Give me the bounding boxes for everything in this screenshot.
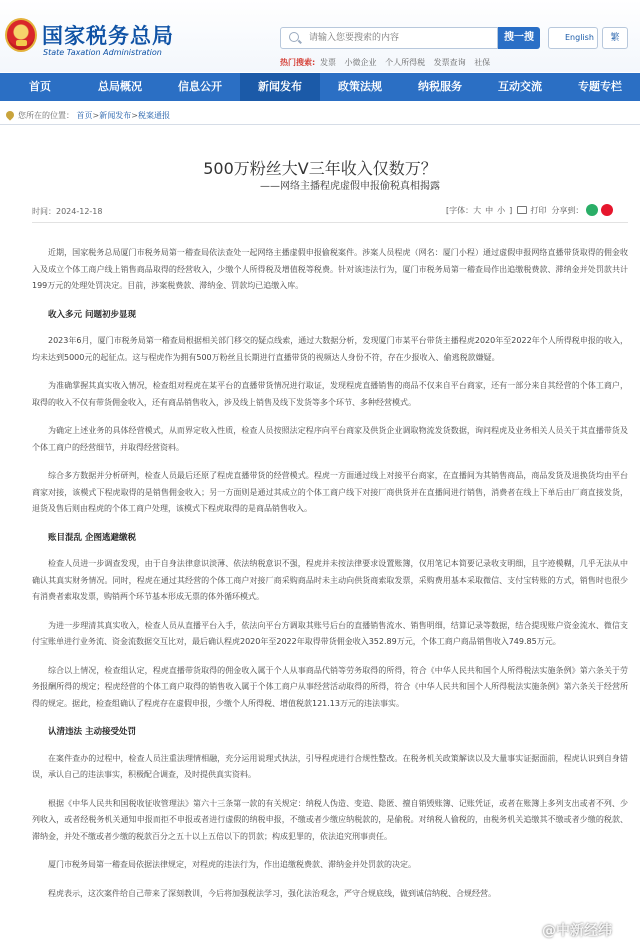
- nav-item-overview[interactable]: 总局概况: [98, 80, 142, 93]
- font-size-small[interactable]: 小: [497, 206, 506, 215]
- nav-item-interaction[interactable]: 互动交流: [498, 80, 542, 93]
- breadcrumb-tax-cases[interactable]: 税案通报: [137, 111, 170, 120]
- nav-item-home[interactable]: 首页: [29, 80, 51, 93]
- paragraph: 根据《中华人民共和国税收征收管理法》第六十三条第一款的有关规定：纳税人伪造、变造、隐匿、擅自销毁账簿、记账凭证，或者在账簿上多列支出或者不列、少列收入，或者经税务机关通知申报而拒不申报或者进行虚假的纳税申报，不缴或者少缴应纳税款的，是偷税。对纳税人偷税的，由税务机关追缴其不缴或者少缴的税款、滞纳金，并处不缴或者少缴的税款百分之五十以上五倍以下的罚款；构成犯罪的，依法追究刑事责任。: [32, 798, 628, 841]
- paragraph: 综合多方数据并分析研判，检查人员最后还原了程虎直播带货的经营模式。程虎一方面通过线上对接平台商家，在直播间为其销售商品，商品发货及退换货均由平台商家对接，该模式下程虎取得的是销售佣金收入；另一方面则是通过其成立的个体工商户线下对接厂商供货并在直播间进行销售，消费者在线上下单后由厂商直接发货，退货及售后则由程虎的个体工商户处理，该模式下程虎取得的是商品销售收入。: [32, 471, 628, 513]
- paragraph: 综合以上情况，检查组认定，程虎直播带货取得的佣金收入属于个人从事商品代销等劳务取得的所得，符合《中华人民共和国个人所得税法实施条例》第六条关于劳务报酬所得的规定；程虎经营的个体工商户取得的销售收入属于个体工商户从事经营活动取得的所得，符合《中华人民共和国个人所得税法实施条例》第六条关于经营所得的规定。据此，检查组确认了程虎存在虚假申报，少缴个人所得税、增值税款121.13万元的违法事实。: [32, 665, 628, 708]
- nav-item-policy[interactable]: 政策法规: [338, 80, 382, 93]
- nav-item-info[interactable]: 信息公开: [178, 80, 222, 93]
- hot-link[interactable]: 发票查询: [433, 58, 466, 67]
- national-emblem-icon: [5, 18, 37, 52]
- article-title: 500万粉丝大V三年收入仅数万？: [203, 159, 437, 178]
- print-icon[interactable]: [517, 206, 527, 214]
- search-button[interactable]: 搜一搜: [498, 27, 540, 49]
- article-subtitle: ——网络主播程虎虚假申报偷税真相揭露: [260, 181, 440, 192]
- search-input[interactable]: [280, 27, 498, 49]
- hot-search-label: 热门搜索:: [280, 58, 316, 67]
- hot-link[interactable]: 小微企业: [344, 58, 377, 67]
- weibo-share-icon[interactable]: [601, 204, 613, 216]
- paragraph: 在案件查办的过程中，检查人员注重法理情相融，充分运用说理式执法，引导程虎进行合规性整改。在税务机关政策解读以及大量事实证据面前，程虎认识到自身错误，承认自己的违法事实，积极配合调查，及时提供真实资料。: [32, 753, 628, 779]
- paragraph: 厦门市税务局第一稽查局依据法律规定，对程虎的违法行为，作出追缴税费款、滞纳金并处罚款的决定。: [48, 860, 416, 869]
- article-tools: [446, 204, 613, 216]
- font-size-label: [字体：: [446, 206, 474, 215]
- main-nav: [0, 73, 640, 101]
- paragraph: 程虎表示，这次案件给自己带来了深刻教训，今后将加强税法学习，强化法治观念，严守合规底线，做到诚信纳税、合规经营。: [48, 888, 496, 898]
- article-body: [32, 245, 628, 914]
- divider: [32, 222, 628, 223]
- breadcrumb-news[interactable]: 新闻发布: [99, 111, 132, 120]
- share-label: 分享到：: [551, 206, 584, 215]
- font-size-medium[interactable]: 中: [485, 206, 494, 215]
- breadcrumb-separator: >: [92, 111, 100, 120]
- article-time: 时间：2024-12-18: [32, 207, 103, 216]
- watermark: @中新经纬: [542, 923, 612, 939]
- breadcrumb-home[interactable]: 首页: [76, 111, 93, 120]
- section-heading: 收入多元 问题初步显现: [48, 309, 136, 320]
- breadcrumb-prefix: 您所在的位置：: [18, 111, 74, 120]
- hot-link[interactable]: 发票: [320, 58, 336, 67]
- hot-link[interactable]: 社保: [474, 58, 491, 67]
- search-icon: [289, 32, 299, 42]
- paragraph: 为进一步理清其真实收入，检查人员从直播平台入手，依法向平台方调取其账号后台的直播销售流水、销售明细，结算记录等数据，结合提现账户资金流水、微信支付宝账单进行业务流、资金流数据交互比对，最后确认程虎2020年至2022年取得带货佣金收入352.89万元，个体工商户商品销售收入749.85万元。: [32, 620, 628, 646]
- font-size-close: ]: [509, 206, 513, 215]
- location-pin-icon: [4, 109, 15, 120]
- paragraph: 2023年6月，厦门市税务局第一稽查局根据相关部门移交的疑点线索，通过大数据分析，发现厦门市某平台带货主播程虎2020年至2022年个人所得税申报的收入，均未达到5000元的起征点。这与程虎作为拥有500万粉丝且长期进行直播带货的视频达人身份不符，存在少报收入、偷逃税款嫌疑。: [32, 336, 628, 362]
- nav-item-topics[interactable]: 专题专栏: [578, 80, 622, 93]
- paragraph: 为确定上述业务的具体经营模式，从而界定收入性质，检查人员按照法定程序向平台商家及供货企业调取物流发货数据，询问程虎及业务相关人员关于其直播带货及个体工商户的经营细节，并取得经营资料。: [32, 426, 628, 452]
- nav-item-service[interactable]: 纳税服务: [418, 80, 462, 93]
- site-header: [0, 0, 640, 72]
- english-button[interactable]: English: [548, 27, 598, 49]
- site-logo-title[interactable]: 国家税务总局: [42, 23, 174, 48]
- traditional-chinese-button[interactable]: 繁: [602, 27, 628, 49]
- breadcrumb-separator: >: [131, 111, 138, 120]
- print-button[interactable]: 打印: [530, 206, 547, 215]
- breadcrumb: [0, 110, 640, 121]
- site-logo-subtitle: State Taxation Administration: [43, 48, 162, 57]
- wechat-share-icon[interactable]: [586, 204, 598, 216]
- paragraph: 近期，国家税务总局厦门市税务局第一稽查局依法查处一起网络主播虚假申报偷税案件。涉案人员程虎（网名：厦门小程）通过虚假申报网络直播带货取得的佣金收入及成立个体工商户线上销售商品取得的经营收入，少缴个人所得税及增值税等税费。针对该违法行为，厦门市税务局第一稽查局作出追缴税费款、滞纳金并处罚款共计199万元的处理处罚决定。目前，涉案税费款、滞纳金、罚款均已追缴入库。: [32, 248, 628, 290]
- section-heading: 账目混乱 企图逃避缴税: [48, 532, 136, 543]
- section-heading: 认清违法 主动接受处罚: [48, 727, 136, 737]
- hot-search-links: [320, 57, 496, 68]
- paragraph: 检查人员进一步调查发现，由于自身法律意识淡薄、依法纳税意识不强，程虎并未按法律要求设置账簿，仅用笔记本简要记录收支明细，且字迹模糊，几乎无法从中确认其真实财务情况。同时，程虎在通过其经营的个体工商户对接厂商采购商品时未主动向供货商索取发票，采购费用基本采取微信、支付宝转账的方式，销售时也很少有消费者索取发票，购销两个环节基本形成无票的体外循环模式。: [32, 559, 628, 601]
- paragraph: 为准确掌握其真实收入情况，检查组对程虎在某平台的直播带货情况进行取证，发现程虎直播销售的商品不仅来自平台商家，还有一部分来自其经营的个体工商户，取得的收入不仅有带货佣金收入，还有商品销售收入，涉及线上销售及线下发货等多个环节、多种经营模式。: [32, 381, 628, 407]
- hot-link[interactable]: 个人所得税: [385, 58, 426, 67]
- font-size-large[interactable]: 大: [473, 206, 482, 215]
- divider: [0, 124, 640, 125]
- nav-item-news[interactable]: 新闻发布: [240, 73, 320, 101]
